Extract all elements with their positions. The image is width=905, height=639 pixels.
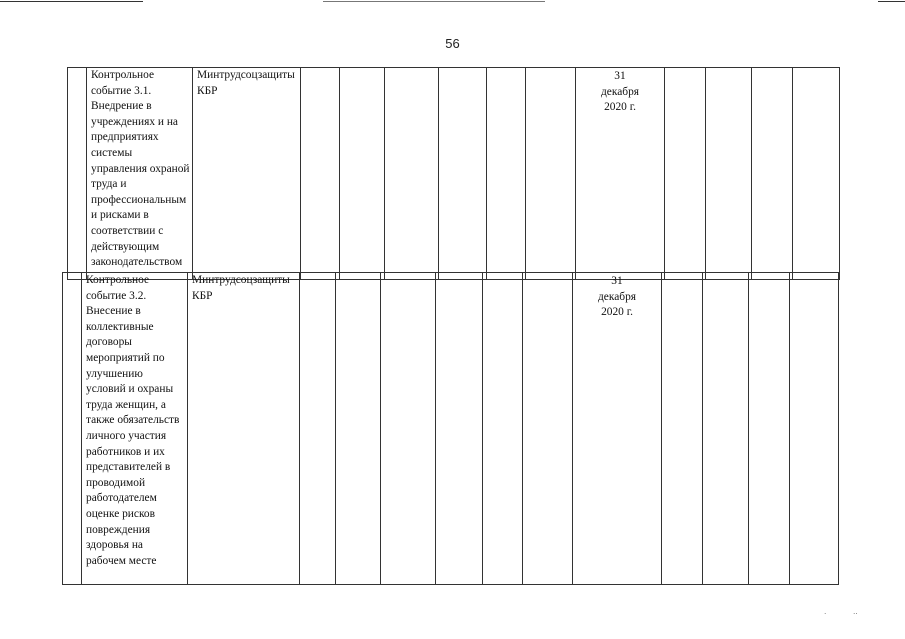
table-cell — [665, 68, 706, 280]
table-cell — [752, 68, 793, 280]
table-row — [63, 273, 839, 585]
table-cell — [487, 68, 526, 280]
table-cell — [483, 273, 523, 585]
event-description: Контрольное событие 3.1. Внедрение в учреждениях и на предприятиях системы управления охраной труда и профессиональным и рисками в соответствии с действующим законодательством — [87, 68, 193, 280]
table-cell — [526, 68, 576, 280]
table-cell — [439, 68, 487, 280]
table-cell — [385, 68, 439, 280]
table-cell — [301, 68, 340, 280]
table-row-block — [62, 272, 839, 585]
table-cell — [662, 273, 703, 585]
table-cell — [790, 273, 839, 585]
table-row — [68, 68, 840, 280]
table-cell — [749, 273, 790, 585]
table-cell — [300, 273, 336, 585]
scan-edge-line — [323, 1, 545, 2]
table-cell — [706, 68, 752, 280]
table-cell — [793, 68, 840, 280]
table-row-block — [67, 67, 840, 280]
responsible-executor: Минтрудсоцзащиты КБР — [188, 273, 300, 585]
table-cell — [703, 273, 749, 585]
table-cell — [523, 273, 573, 585]
table-cell — [63, 273, 82, 585]
deadline-date: 31 декабря 2020 г. — [576, 68, 665, 280]
event-description: Контрольное событие 3.2. Внесение в коллективные договоры мероприятий по улучшению условий и охраны труда женщин, а также обязательств личного участия работников и их представителей в проводимой работодателем оценке рисков повреждения здоровья на рабочем месте — [82, 273, 188, 585]
table-cell — [68, 68, 87, 280]
scan-speck: ·· — [853, 610, 858, 618]
table-cell — [340, 68, 385, 280]
scan-edge-line — [878, 1, 905, 2]
scan-speck: · — [824, 610, 827, 618]
responsible-executor: Минтрудсоцзащиты КБР — [193, 68, 301, 280]
scan-edge-line — [0, 1, 143, 2]
table-cell — [436, 273, 483, 585]
table-cell — [381, 273, 436, 585]
table-cell — [336, 273, 381, 585]
deadline-date: 31 декабря 2020 г. — [573, 273, 662, 585]
page-number: 56 — [445, 36, 460, 51]
